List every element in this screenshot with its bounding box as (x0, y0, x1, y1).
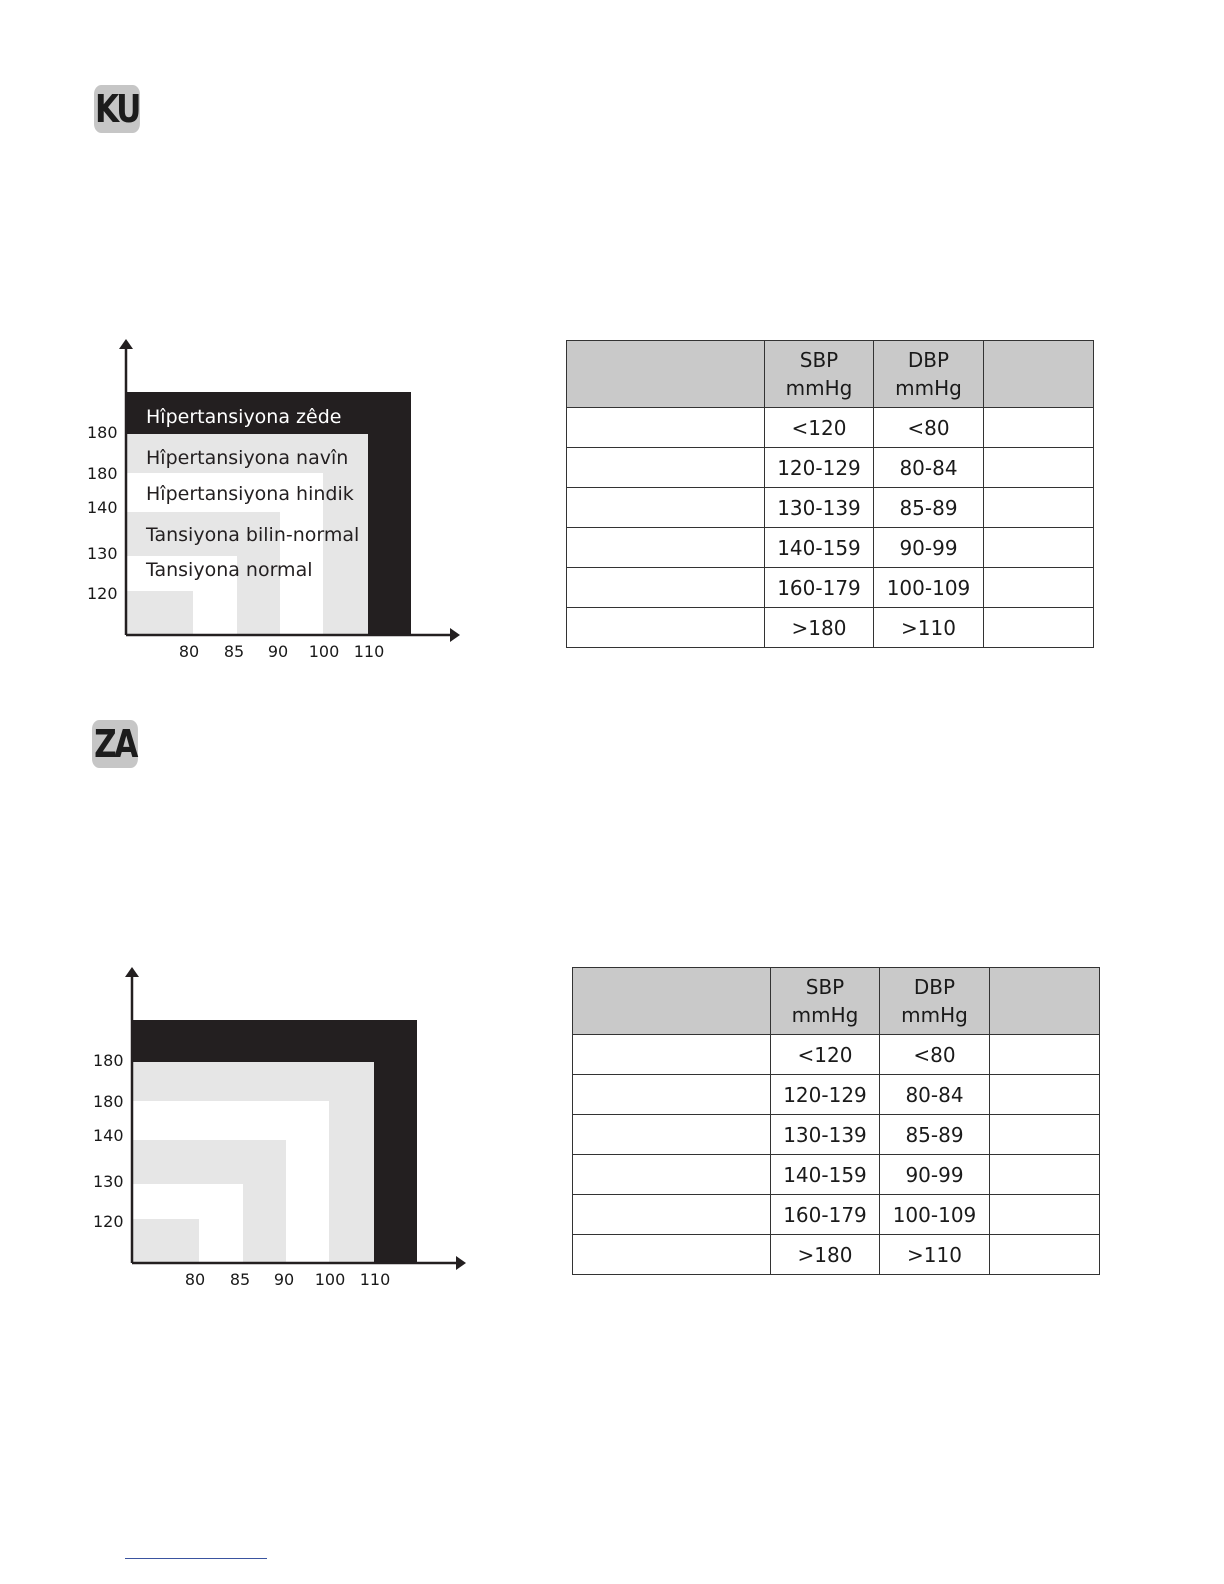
y-tick-label: 180 (93, 1051, 124, 1070)
category-header-cell (573, 968, 771, 1035)
sbp-header-label: SBP (799, 348, 839, 372)
dbp-header-unit: mmHg (901, 1003, 968, 1027)
region-label: Tansiyona normal (146, 559, 313, 581)
sbp-cell: 140-159 (771, 1155, 880, 1195)
sbp-header-cell (765, 341, 874, 408)
sbp-cell: <120 (771, 1035, 880, 1075)
y-tick-label: 130 (93, 1172, 124, 1191)
y-tick-label: 180 (93, 1092, 124, 1111)
y-tick-label: 120 (93, 1212, 124, 1231)
sbp-cell: 130-139 (771, 1115, 880, 1155)
dbp-header-unit: mmHg (895, 376, 962, 400)
sbp-header-unit: mmHg (791, 1003, 859, 1027)
table-header-row (573, 968, 1100, 1035)
x-tick-label: 80 (178, 642, 200, 661)
bp-table-za (572, 967, 1100, 1275)
y-tick-label: 180 (87, 464, 118, 483)
y-tick-label: 120 (87, 584, 118, 603)
y-axis-arrow (125, 967, 139, 977)
dbp-header-cell (874, 341, 984, 408)
table-row (567, 488, 1094, 528)
extra-header-cell (990, 968, 1100, 1035)
y-tick-label: 140 (87, 498, 118, 517)
dbp-cell: <80 (880, 1035, 990, 1075)
region-5 (132, 1219, 199, 1263)
y-tick-label: 180 (87, 423, 118, 442)
y-tick-label: 130 (87, 544, 118, 563)
sbp-header-unit: mmHg (785, 376, 853, 400)
x-tick-label: 100 (314, 1270, 346, 1289)
language-badge-ku: KU (94, 87, 139, 131)
language-badge-za: ZA (92, 720, 138, 768)
x-tick-label: 85 (229, 1270, 251, 1289)
x-tick-label: 110 (353, 642, 385, 661)
dbp-cell: >110 (880, 1235, 990, 1275)
sbp-header-label: SBP (805, 975, 845, 999)
region-5 (126, 591, 193, 635)
y-axis-arrow (119, 339, 133, 349)
x-tick-label: 100 (308, 642, 340, 661)
footnote-rule (125, 1558, 267, 1559)
sbp-cell: >180 (765, 608, 874, 648)
x-axis-arrow (456, 1256, 466, 1270)
table-row (573, 1195, 1100, 1235)
region-label: Tansiyona bilin-normal (146, 524, 360, 546)
x-tick-label: 85 (223, 642, 245, 661)
table-row (573, 1075, 1100, 1115)
table-row (567, 528, 1094, 568)
sbp-cell: 160-179 (771, 1195, 880, 1235)
table-header-row (567, 341, 1094, 408)
extra-header-cell (984, 341, 1094, 408)
dbp-header-label: DBP (913, 975, 956, 999)
dbp-cell: 85-89 (874, 488, 984, 528)
dbp-cell: <80 (874, 408, 984, 448)
x-axis-arrow (450, 628, 460, 642)
table-row (573, 1235, 1100, 1275)
sbp-cell: 160-179 (765, 568, 874, 608)
dbp-cell: 80-84 (880, 1075, 990, 1115)
dbp-cell: 80-84 (874, 448, 984, 488)
dbp-cell: 90-99 (874, 528, 984, 568)
dbp-header-label: DBP (907, 348, 950, 372)
table-row (567, 568, 1094, 608)
x-tick-label: 110 (359, 1270, 391, 1289)
dbp-cell: 85-89 (880, 1115, 990, 1155)
dbp-cell: 90-99 (880, 1155, 990, 1195)
bp-category-chart-za (86, 963, 486, 1303)
table-row (567, 608, 1094, 648)
dbp-cell: 100-109 (880, 1195, 990, 1235)
sbp-cell: >180 (771, 1235, 880, 1275)
table-row (573, 1035, 1100, 1075)
dbp-cell: >110 (874, 608, 984, 648)
x-tick-label: 90 (267, 642, 289, 661)
table-row (573, 1115, 1100, 1155)
x-tick-label: 90 (273, 1270, 295, 1289)
region-label: Hîpertansiyona navîn (146, 447, 349, 469)
x-tick-label: 80 (184, 1270, 206, 1289)
sbp-cell: 140-159 (765, 528, 874, 568)
bp-category-chart-ku (80, 335, 480, 675)
category-header-cell (567, 341, 765, 408)
dbp-header-cell (880, 968, 990, 1035)
dbp-cell: 100-109 (874, 568, 984, 608)
sbp-cell: 130-139 (765, 488, 874, 528)
bp-table-ku (566, 340, 1094, 648)
region-label: Hîpertansiyona zêde (146, 406, 342, 428)
sbp-cell: <120 (765, 408, 874, 448)
y-tick-label: 140 (93, 1126, 124, 1145)
table-row (567, 448, 1094, 488)
sbp-header-cell (771, 968, 880, 1035)
table-row (567, 408, 1094, 448)
sbp-cell: 120-129 (771, 1075, 880, 1115)
table-row (573, 1155, 1100, 1195)
region-label: Hîpertansiyona hindik (146, 483, 354, 505)
sbp-cell: 120-129 (765, 448, 874, 488)
